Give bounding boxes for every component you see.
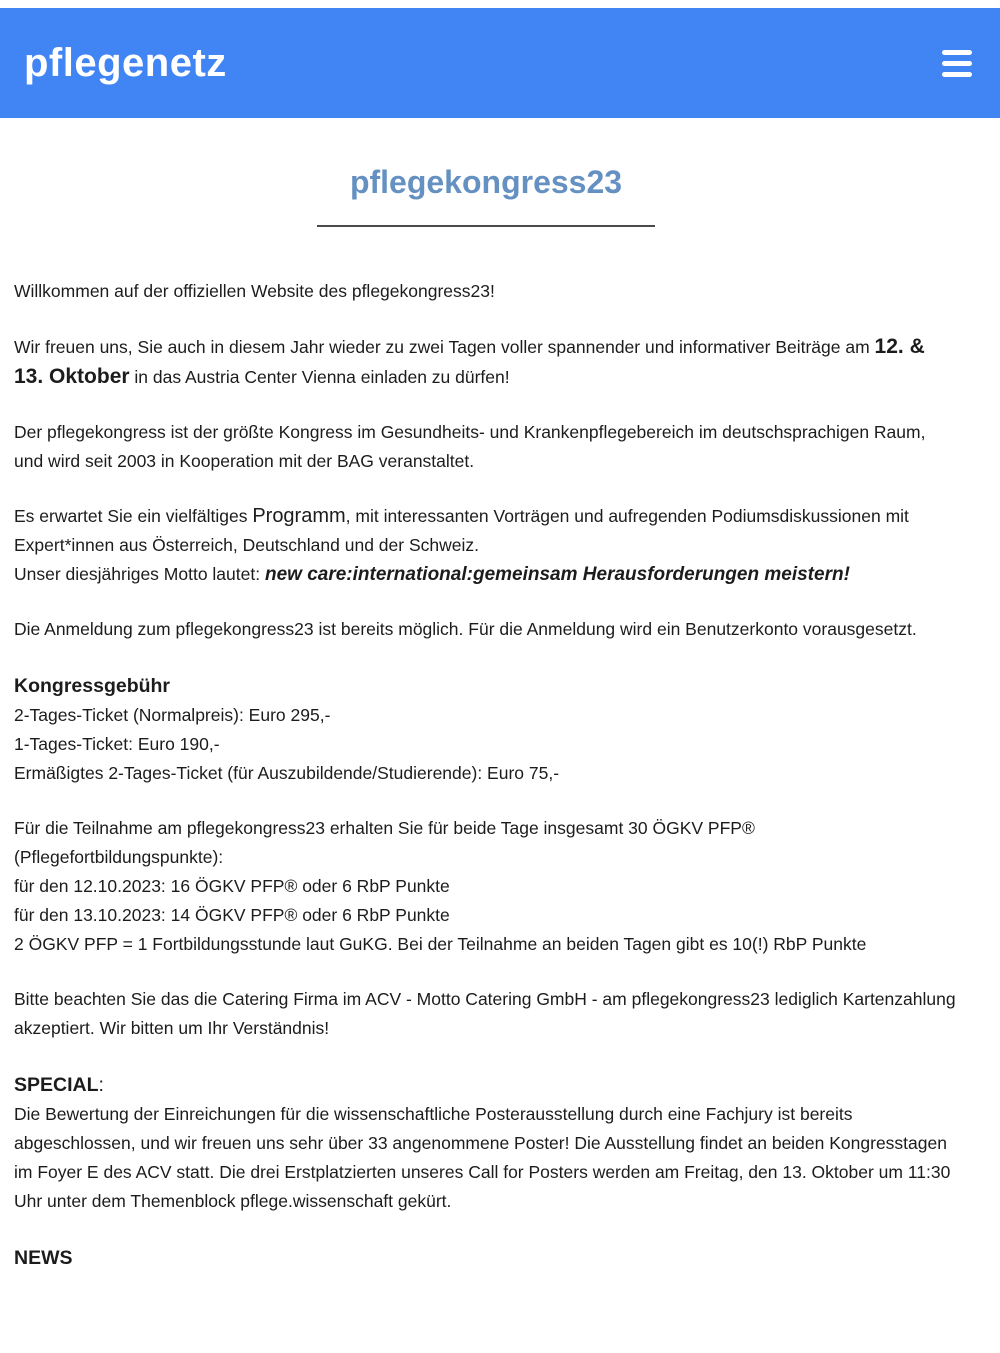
- hamburger-menu-button[interactable]: [940, 44, 974, 83]
- points-block: [14, 814, 958, 959]
- motto-text: new care:international:gemeinsam Herausforderungen meistern!: [264, 564, 850, 585]
- main-content: [0, 118, 1000, 1353]
- special-heading-colon: :: [98, 1074, 104, 1096]
- app-header: [0, 8, 1000, 118]
- invitation-text-post: in das Austria Center Vienna einladen zu dürfen!: [129, 367, 510, 387]
- fees-list: [14, 701, 958, 788]
- invitation-paragraph: [14, 332, 958, 392]
- motto-label: Unser diesjähriges Motto lautet:: [14, 564, 265, 584]
- points-item: für den 13.10.2023: 14 ÖGKV PFP® oder 6 RbP Punkte: [14, 905, 450, 925]
- top-gap: [0, 0, 1000, 8]
- fee-item: 1-Tages-Ticket: Euro 190,-: [14, 734, 220, 754]
- title-divider: [317, 225, 655, 227]
- special-paragraph: Die Bewertung der Einreichungen für die wissenschaftliche Posterausstellung durch eine Fachjury ist bereits abgeschlossen, und wir freuen uns sehr über 33 angenommene Poster! Die Ausstellung findet an beiden Kongresstagen im Foyer E des ACV statt. Die drei Erstplatzierten unseres Call for Posters werden am Freitag, den 13. Oktober um 11:30 Uhr unter dem Themenblock pflege.wissenschaft gekürt.: [14, 1104, 951, 1211]
- program-word: Programm: [252, 505, 346, 527]
- invitation-dates: 12. & 13. Oktober: [14, 335, 925, 388]
- special-heading-word: SPECIAL: [14, 1074, 99, 1096]
- special-heading: [14, 1071, 958, 1100]
- hamburger-icon: [942, 50, 972, 55]
- news-heading: NEWS: [14, 1247, 73, 1269]
- about-paragraph: Der pflegekongress ist der größte Kongress im Gesundheits- und Krankenpflegebereich im deutschsprachigen Raum, und wird seit 2003 in Kooperation mit der BAG veranstaltet.: [14, 422, 926, 471]
- fee-item: Ermäßigtes 2-Tages-Ticket (für Auszubildende/Studierende): Euro 75,-: [14, 763, 560, 783]
- invitation-text-pre: Wir freuen uns, Sie auch in diesem Jahr wieder zu zwei Tagen voller spannender und informativer Beiträge am: [14, 337, 875, 357]
- page-title: pflegekongress23: [349, 164, 623, 200]
- registration-paragraph: Die Anmeldung zum pflegekongress23 ist bereits möglich. Für die Anmeldung wird ein Benutzerkonto vorausgesetzt.: [14, 619, 917, 639]
- hamburger-icon: [942, 72, 972, 77]
- points-intro: Für die Teilnahme am pflegekongress23 erhalten Sie für beide Tage insgesamt 30 ÖGKV PFP® (Pflegefortbildungspunkte):: [14, 818, 755, 867]
- program-text-post: , mit interessanten Vorträgen und aufregenden Podiumsdiskussionen mit Expert*innen aus Österreich, Deutschland und der Schweiz.: [14, 506, 909, 555]
- points-item: 2 ÖGKV PFP = 1 Fortbildungsstunde laut GuKG. Bei der Teilnahme an beiden Tagen gibt es 10(!) RbP Punkte: [14, 934, 867, 954]
- brand-logo[interactable]: pflegenetz: [24, 40, 227, 85]
- program-text-pre: Es erwartet Sie ein vielfältiges: [14, 506, 253, 526]
- points-item: für den 12.10.2023: 16 ÖGKV PFP® oder 6 RbP Punkte: [14, 876, 450, 896]
- fee-item: 2-Tages-Ticket (Normalpreis): Euro 295,-: [14, 705, 331, 725]
- hamburger-icon: [942, 61, 972, 66]
- catering-paragraph: Bitte beachten Sie das die Catering Firma im ACV - Motto Catering GmbH - am pflegekongress23 lediglich Kartenzahlung akzeptiert. Wir bitten um Ihr Verständnis!: [14, 989, 956, 1038]
- fees-heading: Kongressgebühr: [14, 675, 171, 697]
- program-paragraph: [14, 502, 958, 589]
- intro-paragraph: Willkommen auf der offiziellen Website des pflegekongress23!: [14, 281, 495, 301]
